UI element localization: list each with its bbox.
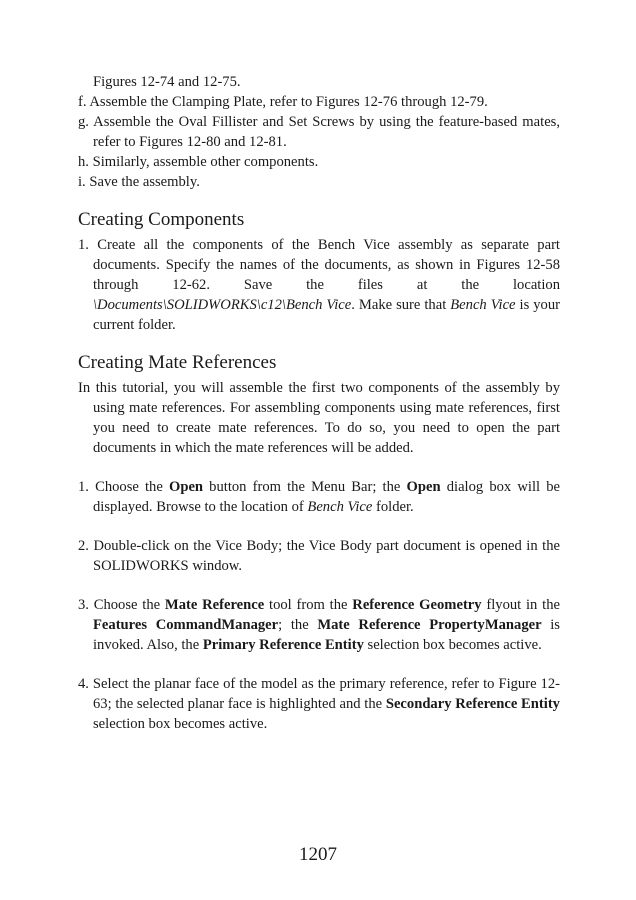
- folder-name: Bench Vice: [450, 297, 516, 313]
- features-commandmanager: Features CommandManager: [93, 617, 279, 633]
- step-i: i. Save the assembly.: [78, 174, 200, 190]
- step-e-continuation: Figures 12-74 and 12-75.: [93, 74, 241, 90]
- step-h: h. Similarly, assemble other components.: [78, 154, 319, 170]
- text: tool from the: [264, 597, 353, 613]
- text: flyout in the: [481, 597, 560, 613]
- document-body: [78, 72, 560, 734]
- text: is your current folder.: [93, 297, 560, 333]
- heading-creating-components: Creating Components: [78, 209, 245, 230]
- heading-creating-mate-references: Creating Mate References: [78, 352, 277, 373]
- mate-reference-tool: Mate Reference: [164, 597, 265, 613]
- text: 1. Create all the components of the Bench Vice assembly as separate part documents. Specify the names of the documents, as shown in Figures 12-58 through 12-62. Save the files at the location: [78, 237, 560, 293]
- mate-references-step-2: 2. Double-click on the Vice Body; the Vice Body part document is opened in the SOLIDWORKS window.: [78, 538, 560, 574]
- text: 1. Choose the: [78, 479, 169, 495]
- text: . Make sure that: [351, 297, 451, 313]
- mate-references-step-4: [78, 674, 560, 734]
- text: button from the Menu Bar; the: [203, 479, 407, 495]
- creating-components-step-1: [78, 235, 560, 335]
- open-button-label: Open: [168, 479, 204, 495]
- primary-reference-entity: Primary Reference Entity: [202, 637, 364, 653]
- text: ; the: [278, 617, 318, 633]
- folder-name: Bench Vice: [307, 499, 373, 515]
- text: folder.: [372, 499, 414, 515]
- file-path: \Documents\SOLIDWORKS\c12\Bench Vice: [93, 297, 352, 313]
- text: dialog box will be displayed. Browse to the location of: [93, 479, 560, 515]
- text: selection box becomes active.: [363, 637, 542, 653]
- mate-references-intro: In this tutorial, you will assemble the first two components of the assembly by using mate references. For assembling components using mate references, first you need to create mate references. To do so, you need to open the part documents in which the mate references will be added.: [78, 380, 560, 456]
- step-f: f. Assemble the Clamping Plate, refer to Figures 12-76 through 12-79.: [78, 94, 488, 110]
- text: 4. Select the planar face of the model as the primary reference, refer to Figure 12-63; the selected planar face is highlighted and the: [78, 676, 560, 712]
- text: selection box becomes active.: [93, 716, 268, 732]
- mate-reference-propertymanager: Mate Reference PropertyManager: [317, 617, 542, 633]
- text: 3. Choose the: [78, 597, 165, 613]
- step-g: g. Assemble the Oval Fillister and Set Screws by using the feature-based mates, refer to Figures 12-80 and 12-81.: [78, 114, 560, 150]
- reference-geometry-flyout: Reference Geometry: [352, 597, 482, 613]
- mate-references-step-3: [78, 595, 560, 655]
- text: is invoked. Also, the: [93, 617, 560, 653]
- secondary-reference-entity: Secondary Reference Entity: [385, 696, 560, 712]
- page-number: 1207: [299, 844, 337, 865]
- open-dialog-label: Open: [406, 479, 441, 495]
- mate-references-step-1: [78, 477, 560, 517]
